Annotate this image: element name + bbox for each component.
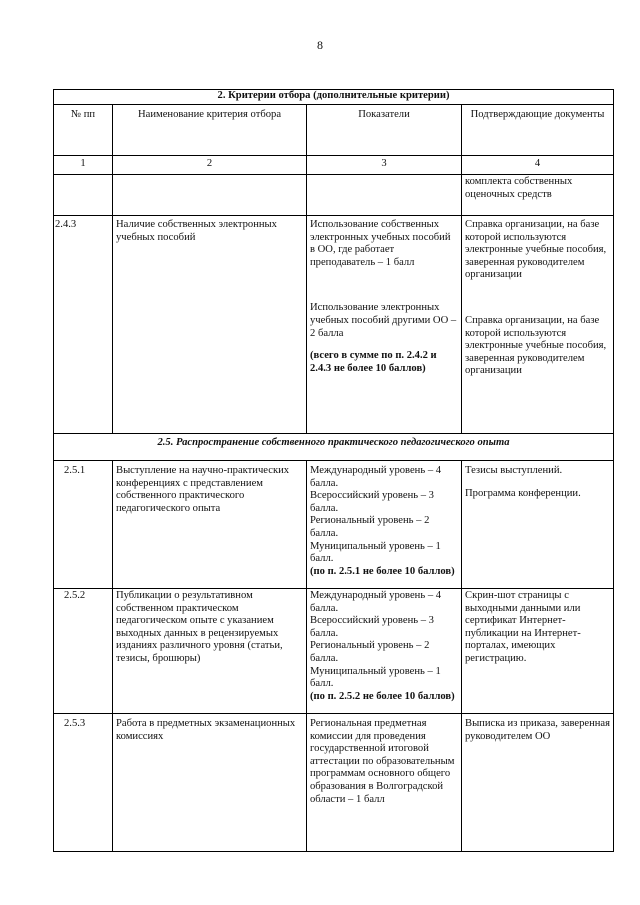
level-score: Муниципальный уровень – 1 балл. (310, 665, 441, 690)
page-number: 8 (317, 38, 323, 52)
table-row (54, 216, 614, 434)
table-title: 2. Критерии отбора (дополнительные критерии) (54, 90, 614, 105)
table-row (54, 175, 614, 216)
cell-empty (113, 175, 307, 216)
indicators-cell (307, 589, 462, 714)
section-row (54, 434, 614, 461)
indicator-total: (по п. 2.5.2 не более 10 баллов) (310, 690, 455, 702)
level-score: Всероссийский уровень – 3 балла. (310, 615, 434, 639)
indicators-cell (307, 461, 462, 589)
criterion-name: Выступление на научно-практических конференциях с представлением собственного практического педагогического опыта (113, 461, 307, 589)
document-text: Справка организации, на базе которой используются электронные учебные пособия, заверенная руководителем организации (465, 314, 607, 377)
indicator-text: Использование собственных электронных учебных пособий в ОО, где работает преподаватель – 1 балл (310, 219, 451, 268)
document-text: Программа конференции. (465, 487, 581, 499)
cell-empty (54, 175, 113, 216)
header-documents: Подтверждающие документы (462, 105, 614, 156)
row-number: 2.5.1 (54, 461, 113, 589)
document-text: Справка организации, на базе которой используются электронные учебные пособия, заверенная руководителем организации (465, 219, 607, 281)
indicator-text: Региональная предметная комиссии для проведения государственной итоговой аттестации по образовательным программам основного общего образования в Волгоградской области – 1 балл (307, 714, 462, 852)
indicator-total: (по п. 2.5.1 не более 10 баллов) (310, 565, 455, 577)
row-number: 2.5.2 (54, 589, 113, 714)
indicator-total: (всего в сумме по п. 2.4.2 и 2.4.3 не более 10 баллов) (310, 350, 437, 374)
column-number: 1 (54, 156, 113, 175)
table-row (54, 461, 614, 589)
criterion-name: Публикации о результативном собственном практическом педагогическом опыте с указанием выходных данных в рецензируемых изданиях различного уровня (статьи, тезисы, брошюры) (113, 589, 307, 714)
level-score: Региональный уровень – 2 балла. (310, 640, 430, 664)
header-row (54, 105, 614, 156)
table-row (54, 589, 614, 714)
continuation-document: комплекта собственных оценочных средств (462, 175, 614, 216)
document-text: Тезисы выступлений. (465, 465, 563, 476)
header-indicators: Показатели (307, 105, 462, 156)
section-title: 2.5. Распространение собственного практического педагогического опыта (54, 434, 614, 461)
document-text: Выписка из приказа, заверенная руководителем ОО (462, 714, 614, 852)
row-number: 2.5.3 (54, 714, 113, 852)
header-criterion-name: Наименование критерия отбора (113, 105, 307, 156)
level-score: Международный уровень – 4 балла. (310, 465, 442, 489)
column-number: 4 (462, 156, 614, 175)
indicator-text: Использование электронных учебных пособий другими ОО – 2 балла (310, 302, 457, 339)
level-score: Муниципальный уровень – 1 балл. (310, 540, 441, 565)
column-number: 2 (113, 156, 307, 175)
criterion-name: Работа в предметных экзаменационных комиссиях (113, 714, 307, 852)
level-score: Региональный уровень – 2 балла. (310, 515, 430, 539)
documents-cell (462, 216, 614, 434)
table-row (54, 714, 614, 852)
documents-cell (462, 461, 614, 589)
column-number: 3 (307, 156, 462, 175)
row-number: 2.4.3 (54, 216, 113, 434)
indicators-cell (307, 216, 462, 434)
level-score: Международный уровень – 4 балла. (310, 590, 442, 614)
criteria-table (53, 89, 614, 852)
criterion-name: Наличие собственных электронных учебных пособий (113, 216, 307, 434)
column-numbers-row (54, 156, 614, 175)
document-text: Скрин-шот страницы с выходными данными или сертификат Интернет-публикации на Интернет-порталах, имеющих регистрацию. (462, 589, 614, 714)
level-score: Всероссийский уровень – 3 балла. (310, 490, 434, 514)
header-number: № пп (54, 105, 113, 156)
cell-empty (307, 175, 462, 216)
table-title-row (54, 90, 614, 105)
